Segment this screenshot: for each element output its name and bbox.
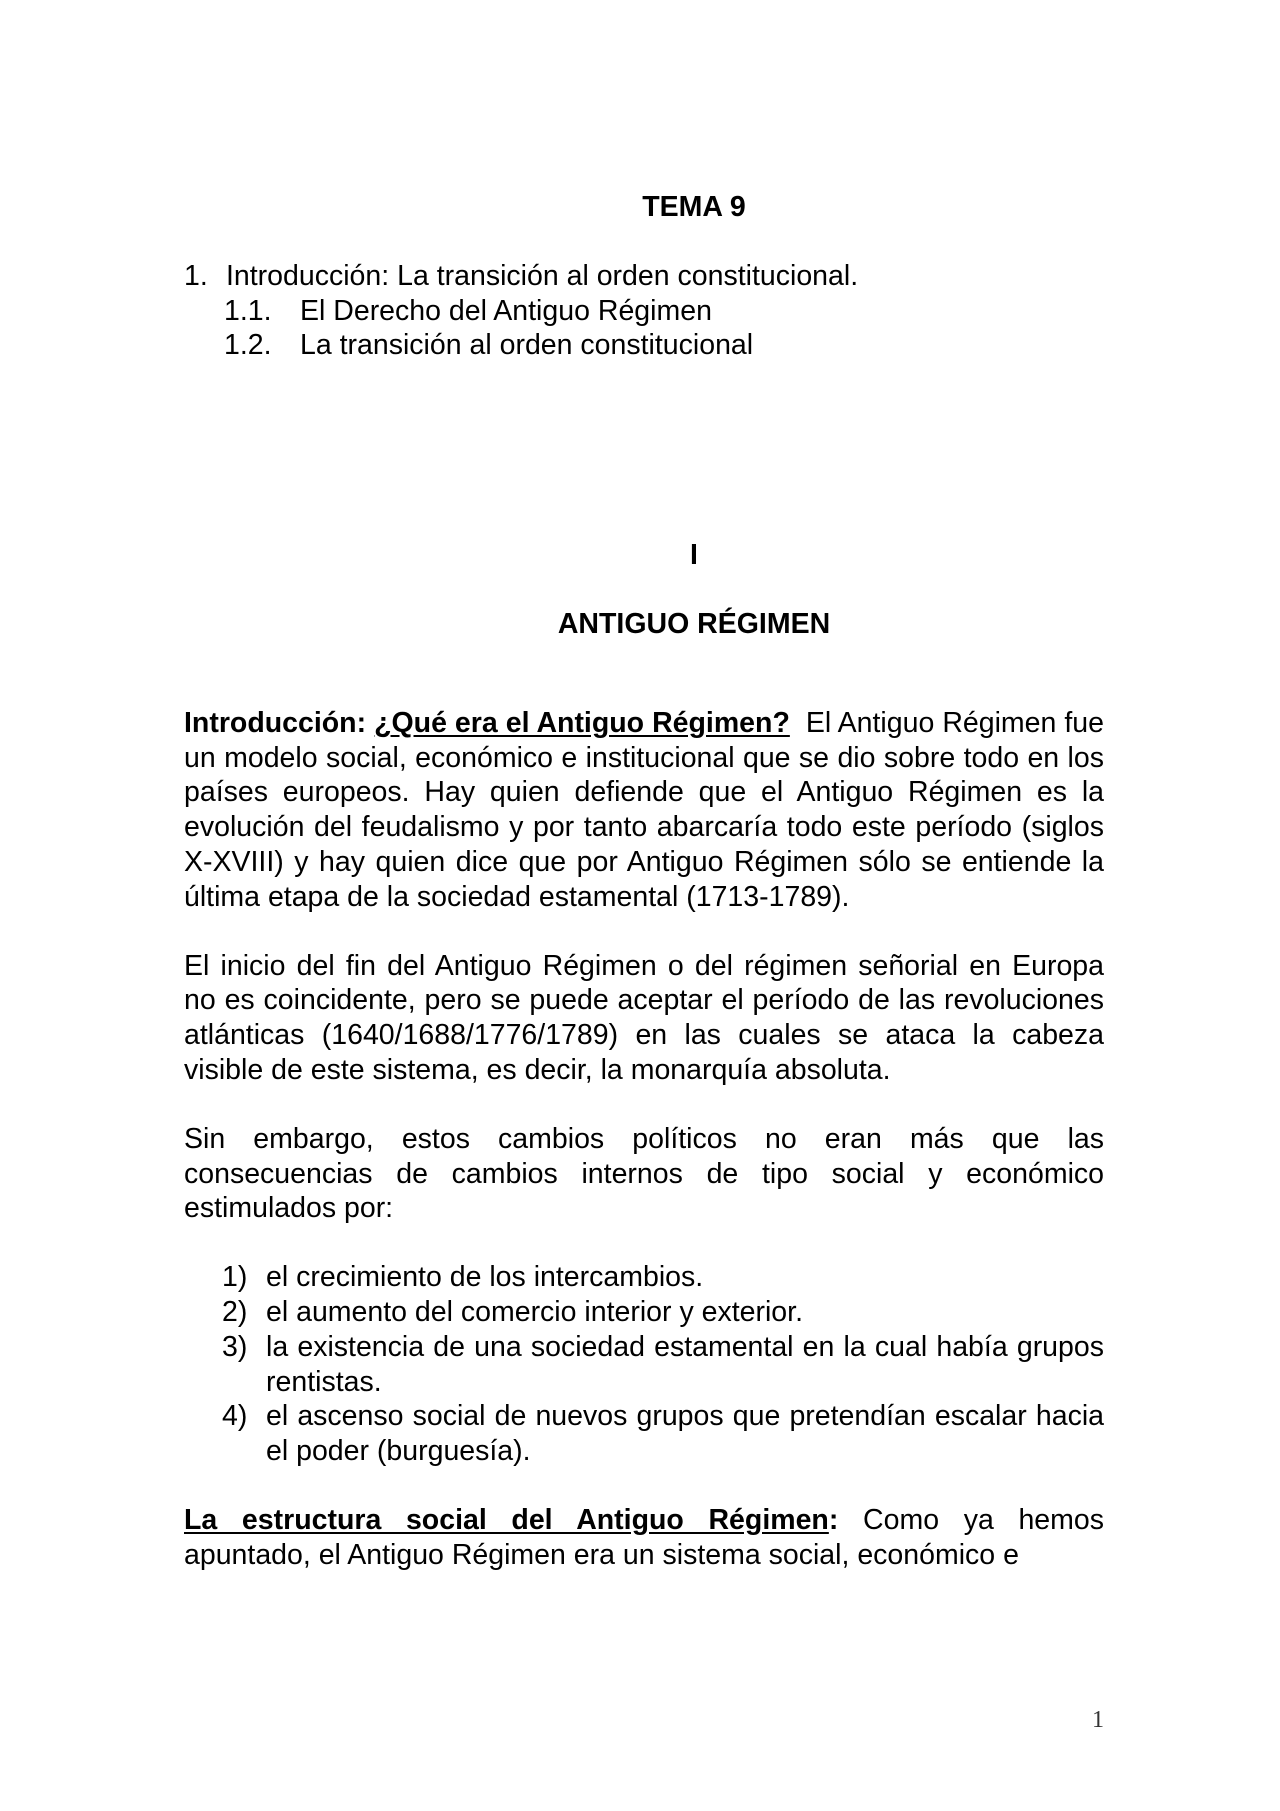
social-structure-heading: La estructura social del Antiguo Régimen [184, 1503, 829, 1536]
toc-item-number: 1. [184, 259, 208, 292]
body-paragraph: El inicio del fin del Antiguo Régimen o del régimen señorial en Europa no es coincidente, pero se puede aceptar el período de las revoluciones atlánticas (1640/1688/1776/1789) en las cuales se ataca la cabeza visible de este sistema, es decir, la monarquía absoluta. [184, 949, 1104, 1086]
table-of-contents [184, 259, 1104, 363]
social-structure-paragraph [184, 1503, 1104, 1573]
page-content [184, 190, 1104, 1573]
list-item [184, 1399, 1104, 1469]
numbered-list [184, 1260, 1104, 1469]
toc-subitem-number: 1.1. [224, 294, 272, 327]
section-numeral: I [690, 539, 698, 572]
toc-subitem-text: La transición al orden constitucional [300, 329, 754, 362]
intro-body-text: El Antiguo Régimen fue un modelo social, económico e institucional que se dio sobre todo en los países europeos. Hay quien defiende que el Antiguo Régimen es la evolución del feudalismo y por tanto abarcaría todo este período (siglos X-XVIII) y hay quien dice que por Antiguo Régimen sólo se entiende la última etapa de la sociedad estamental (1713-1789). [184, 706, 1104, 913]
list-item-number: 4) [222, 1400, 248, 1433]
list-item [184, 1295, 1104, 1330]
list-item-number: 1) [222, 1261, 248, 1294]
list-item-number: 3) [222, 1330, 248, 1363]
list-item-text: el ascenso social de nuevos grupos que pretendían escalar hacia el poder (burguesía). [266, 1400, 1104, 1468]
list-item-text: el crecimiento de los intercambios. [266, 1261, 704, 1294]
social-structure-text: Como ya hemos apuntado, el Antiguo Régimen era un sistema social, económico e [184, 1503, 1104, 1571]
toc-subitem [184, 294, 1104, 329]
toc-subitem-text: El Derecho del Antiguo Régimen [300, 294, 712, 327]
section-heading: ANTIGUO RÉGIMEN [557, 607, 831, 640]
intro-lead-label: Introducción: [184, 706, 367, 739]
document-title: TEMA 9 [642, 191, 746, 223]
list-item [184, 1260, 1104, 1295]
intro-question: ¿Qué era el Antiguo Régimen? [374, 706, 790, 739]
page-number: 1 [1092, 1707, 1104, 1733]
list-item [184, 1330, 1104, 1400]
body-paragraph: Sin embargo, estos cambios políticos no eran más que las consecuencias de cambios internos de tipo social y económico estimulados por: [184, 1122, 1104, 1225]
toc-item [184, 259, 1104, 294]
heading-colon: : [828, 1503, 839, 1536]
list-item-text: la existencia de una sociedad estamental en la cual había grupos rentistas. [266, 1330, 1104, 1398]
intro-paragraph [184, 706, 1104, 915]
toc-subitem [184, 328, 1104, 363]
toc-item-text: Introducción: La transición al orden constitucional. [226, 259, 859, 292]
toc-subitem-number: 1.2. [224, 329, 272, 362]
list-item-text: el aumento del comercio interior y exterior. [266, 1295, 803, 1328]
list-item-number: 2) [222, 1295, 248, 1328]
